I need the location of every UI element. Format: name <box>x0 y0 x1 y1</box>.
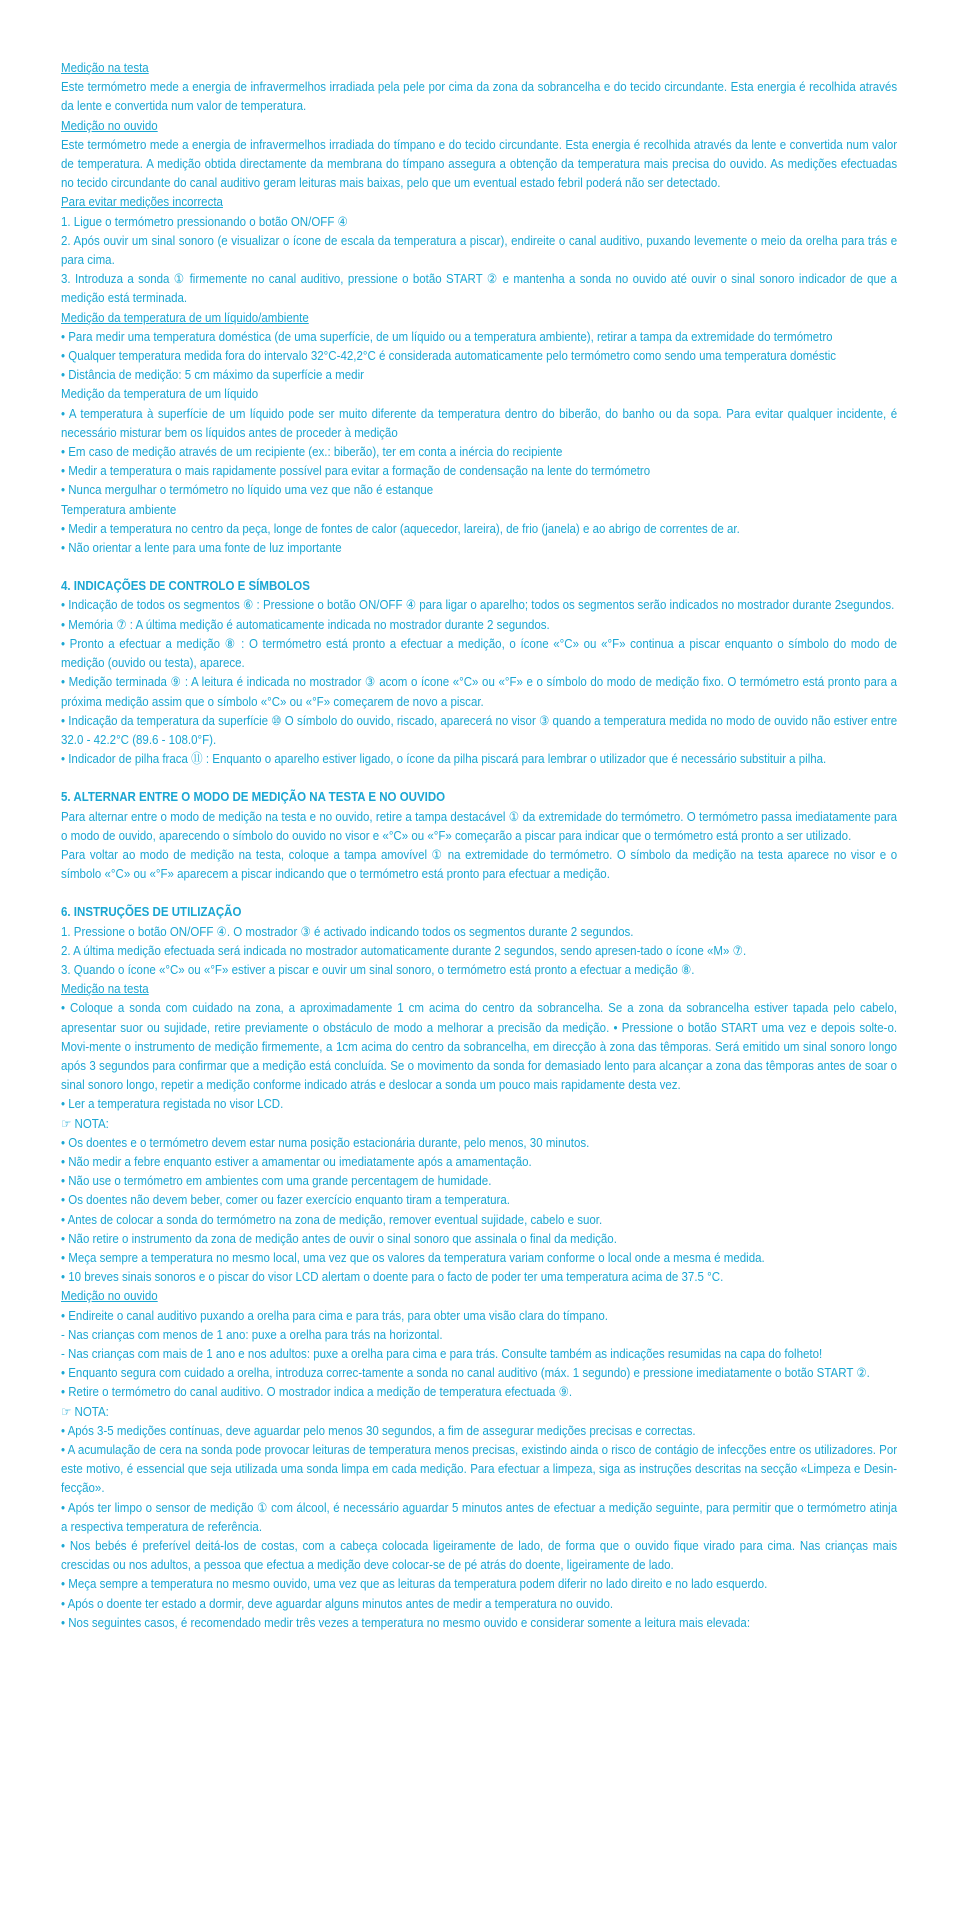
text-paragraph: ☞ NOTA: <box>61 1403 109 1419</box>
section-gap <box>61 557 897 576</box>
text-paragraph: • Enquanto segura com cuidado a orelha, introduza correc-tamente a sonda no canal auditivo (máx. 1 segundo) e pressione imediatamente o botão START ②. <box>61 1365 870 1381</box>
text-paragraph: • Endireite o canal auditivo puxando a orelha para cima e para trás, para obter uma visão clara do tímpano. <box>61 1307 608 1323</box>
text-paragraph: • Não medir a febre enquanto estiver a amamentar ou imediatamente após a amamentação. <box>61 1153 532 1169</box>
text-paragraph: Para alternar entre o modo de medição na testa e no ouvido, retire a tampa destacável ① da extremidade do termómetro. O termómetro passa imediatamente para o modo de ouvido, aparecendo o símbolo do ouvido no visor e «°C» ou «°F» começarão a piscar para indicar que o termómetro está pronto a ser utilizado. <box>61 808 898 843</box>
text-paragraph: - Nas crianças com mais de 1 ano e nos adultos: puxe a orelha para cima e para trás. Consulte também as indicações resumidas na capa do folheto! <box>61 1346 823 1361</box>
text-paragraph: • Antes de colocar a sonda do termómetro na zona de medição, remover eventual sujidade, cabelo e suor. <box>61 1211 603 1227</box>
subsection-heading: Medição na testa <box>61 981 149 997</box>
text-paragraph: ☞ NOTA: <box>61 1115 109 1131</box>
text-paragraph: • Após ter limpo o sensor de medição ① com álcool, é necessário aguardar 5 minutos antes de efectuar a medição seguinte, para permitir que o termómetro atinja a respectiva temperatura de referência. <box>61 1499 898 1534</box>
text-paragraph: Este termómetro mede a energia de infravermelhos irradiada do tímpano e do tecido circundante. Esta energia é recolhida através da lente e convertida num valor de temperatura. A medição obtida directamente da membrana do tímpano assegura a obtenção da temperatura mais precisa do ouvido. As medições efectuadas no tecido circundante do canal auditivo geram leituras mais baixas, pelo que um eventual estado febril poderá não ser detectado. <box>61 136 898 191</box>
text-paragraph: • A temperatura à superfície de um líquido pode ser muito diferente da temperatura dentro do biberão, do banho ou da sopa. Para evitar qualquer incidente, é necessário misturar bem os líquidos antes de proceder à medição <box>61 405 898 440</box>
text-paragraph: • Retire o termómetro do canal auditivo. O mostrador indica a medição de temperatura efectuada ⑨. <box>61 1384 573 1400</box>
text-paragraph: • 10 breves sinais sonoros e o piscar do visor LCD alertam o doente para o facto de poder ter uma temperatura acima de 37.5 °C. <box>61 1269 724 1285</box>
text-paragraph: • Meça sempre a temperatura no mesmo ouvido, uma vez que as leituras da temperatura podem diferir no lado direito e no lado esquerdo. <box>61 1576 768 1592</box>
text-paragraph: • Coloque a sonda com cuidado na zona, a aproximadamente 1 cm acima do centro da sobrancelha. Se a zona da sobrancelha estiver tapada pelo cabelo, apresentar suor ou sujidade, retire previamente o obstáculo de modo a melhorar a precisão da medição. • Pressione o botão START uma vez e depois solte-o. Movi-mente o instrumento de medição firmemente, a 1cm acima do centro da sobrancelha, em direcção à zona das têmporas. Será emitido um sinal sonoro longo após 3 segundos para confirmar que a medição está concluída. Se o movimento da sonda for demasiado lento para alcançar a zona das têmporas antes de soar o sinal sonoro longo, repetir a medição conforme indicado atrás e deslocar a sonda um pouco mais rapidamente desta vez. <box>61 1000 898 1093</box>
text-paragraph: Este termómetro mede a energia de infravermelhos irradiada pela pele por cima da zona da sobrancelha e do tecido circundante. Esta energia é recolhida através da lente e convertida num valor de temperatura. <box>61 79 898 114</box>
text-paragraph: • Nos seguintes casos, é recomendado medir três vezes a temperatura no mesmo ouvido e considerar somente a leitura mais elevada: <box>61 1614 751 1630</box>
text-paragraph: Para voltar ao modo de medição na testa, coloque a tampa amovível ① na extremidade do termómetro. O símbolo da medição na testa aparece no visor e o símbolo «°C» ou «°F» aparecem a piscar indicando que o termómetro está pronto para efectuar a medição. <box>61 846 898 882</box>
text-paragraph: - Nas crianças com menos de 1 ano: puxe a orelha para trás na horizontal. <box>61 1326 443 1342</box>
text-paragraph: • Os doentes e o termómetro devem estar numa posição estacionária durante, pelo menos, 30 minutos. <box>61 1134 590 1150</box>
text-paragraph: • Indicador de pilha fraca ⑪ : Enquanto o aparelho estiver ligado, o ícone da pilha piscará para lembrar o utilizador que é necessário substituir a pilha. <box>61 751 827 767</box>
text-paragraph: Medição da temperatura de um líquido <box>61 386 259 402</box>
subsection-heading: Medição da temperatura de um líquido/ambiente <box>61 309 309 325</box>
text-paragraph: • Não orientar a lente para uma fonte de luz importante <box>61 540 342 556</box>
section-heading: 5. ALTERNAR ENTRE O MODO DE MEDIÇÃO NA TESTA E NO OUVIDO <box>61 789 446 805</box>
text-paragraph: • Memória ⑦ : A última medição é automaticamente indicada no mostrador durante 2 segundos. <box>61 616 550 632</box>
text-paragraph: 1. Pressione o botão ON/OFF ④. O mostrador ③ é activado indicando todos os segmentos durante 2 segundos. <box>61 923 634 939</box>
text-paragraph: • Medição terminada ⑨ : A leitura é indicada no mostrador ③ acom o ícone «°C» ou «°F» e o símbolo do modo de medição fixo. O termómetro está pronto para a próxima medição assim que o símbolo «°C» ou «°F» começarem de novo a piscar. <box>61 674 898 709</box>
text-paragraph: 2. A última medição efectuada será indicada no mostrador automaticamente durante 2 segundos, sendo apresen-tado o ícone «M» ⑦. <box>61 942 747 958</box>
text-paragraph: • Meça sempre a temperatura no mesmo local, uma vez que os valores da temperatura variam conforme o local onde a mesma é medida. <box>61 1249 765 1265</box>
section-gap <box>61 883 897 902</box>
text-paragraph: • Nunca mergulhar o termómetro no líquido uma vez que não é estanque <box>61 482 434 498</box>
section-heading: 4. INDICAÇÕES DE CONTROLO E SÍMBOLOS <box>61 578 310 594</box>
subsection-heading: Medição no ouvido <box>61 1288 158 1304</box>
text-paragraph: • Qualquer temperatura medida fora do intervalo 32°C-42,2°C é considerada automaticamente pelo termómetro como sendo uma temperatura doméstic <box>61 348 837 364</box>
text-paragraph: Temperatura ambiente <box>61 501 177 517</box>
text-paragraph: • Não retire o instrumento da zona de medição antes de ouvir o sinal sonoro que assinala o final da medição. <box>61 1230 617 1246</box>
text-paragraph: • Medir a temperatura no centro da peça, longe de fontes de calor (aquecedor, lareira), de frio (janela) e ao abrigo de correntes de ar. <box>61 520 740 536</box>
text-paragraph: • Para medir uma temperatura doméstica (de uma superfície, de um líquido ou a temperatura ambiente), retirar a tampa da extremidade do termómetro <box>61 328 833 344</box>
text-paragraph: • Após o doente ter estado a dormir, deve aguardar alguns minutos antes de medir a temperatura no ouvido. <box>61 1595 614 1611</box>
text-paragraph: • Não use o termómetro em ambientes com uma grande percentagem de humidade. <box>61 1173 492 1189</box>
text-paragraph: • Medir a temperatura o mais rapidamente possível para evitar a formação de condensação na lente do termómetro <box>61 463 651 479</box>
text-paragraph: 2. Após ouvir um sinal sonoro (e visualizar o ícone de escala da temperatura a piscar), endireite o canal auditivo, puxando levemente o meio da orelha para trás e para cima. <box>61 232 898 268</box>
section-gap <box>61 768 897 787</box>
text-paragraph: • Os doentes não devem beber, comer ou fazer exercício enquanto tiram a temperatura. <box>61 1192 510 1208</box>
manual-page <box>61 58 897 1632</box>
text-paragraph: • Ler a temperatura registada no visor LCD. <box>61 1096 284 1112</box>
text-paragraph: • Em caso de medição através de um recipiente (ex.: biberão), ter em conta a inércia do recipiente <box>61 444 563 460</box>
text-paragraph: • A acumulação de cera na sonda pode provocar leituras de temperatura menos precisas, existindo ainda o risco de contágio de infecções entre os utilizadores. Por este motivo, é essencial que seja utilizada uma sonda limpa em cada medição. Para efectuar a limpeza, siga as instruções descritas na secção «Limpeza e Desin-fecção». <box>61 1442 898 1496</box>
section-heading: 6. INSTRUÇÕES DE UTILIZAÇÃO <box>61 904 242 920</box>
text-paragraph: • Indicação da temperatura da superfície ⑩ O símbolo do ouvido, riscado, aparecerá no visor ③ quando a temperatura medida no modo de ouvido não estiver entre 32.0 - 42.2°C (89.6 - 108.0°F). <box>61 712 898 747</box>
subsection-heading: Para evitar medições incorrecta <box>61 194 223 210</box>
text-paragraph: • Distância de medição: 5 cm máximo da superfície a medir <box>61 367 364 383</box>
text-paragraph: 3. Introduza a sonda ① firmemente no canal auditivo, pressione o botão START ② e mantenha a sonda no ouvido até ouvir o sinal sonoro indicador de que a medição está terminada. <box>61 271 898 306</box>
text-paragraph: • Após 3-5 medições contínuas, deve aguardar pelo menos 30 segundos, a fim de assegurar medições precisas e correctas. <box>61 1422 696 1438</box>
text-paragraph: 1. Ligue o termómetro pressionando o botão ON/OFF ④ <box>61 213 348 229</box>
text-paragraph: 3. Quando o ícone «°C» ou «°F» estiver a piscar e ouvir um sinal sonoro, o termómetro está pronto a efectuar a medição ⑧. <box>61 961 695 977</box>
subsection-heading: Medição no ouvido <box>61 117 158 133</box>
text-paragraph: • Indicação de todos os segmentos ⑥ : Pressione o botão ON/OFF ④ para ligar o aparelho; todos os segmentos serão indicados no mostrador durante 2segundos. <box>61 597 895 613</box>
subsection-heading: Medição na testa <box>61 60 149 75</box>
text-paragraph: • Nos bebés é preferível deitá-los de costas, com a cabeça colocada ligeiramente de lado, de forma que o ouvido fique virado para cima. Nas crianças mais crescidas ou nos adultos, a pessoa que efectua a medição deve colocar-se de pé atrás do doente, ligeiramente de lado. <box>61 1538 898 1573</box>
text-paragraph: • Pronto a efectuar a medição ⑧ : O termómetro está pronto a efectuar a medição, o ícone «°C» ou «°F» continua a piscar enquanto o símbolo do modo de medição (ouvido ou testa), aparece. <box>61 635 898 671</box>
